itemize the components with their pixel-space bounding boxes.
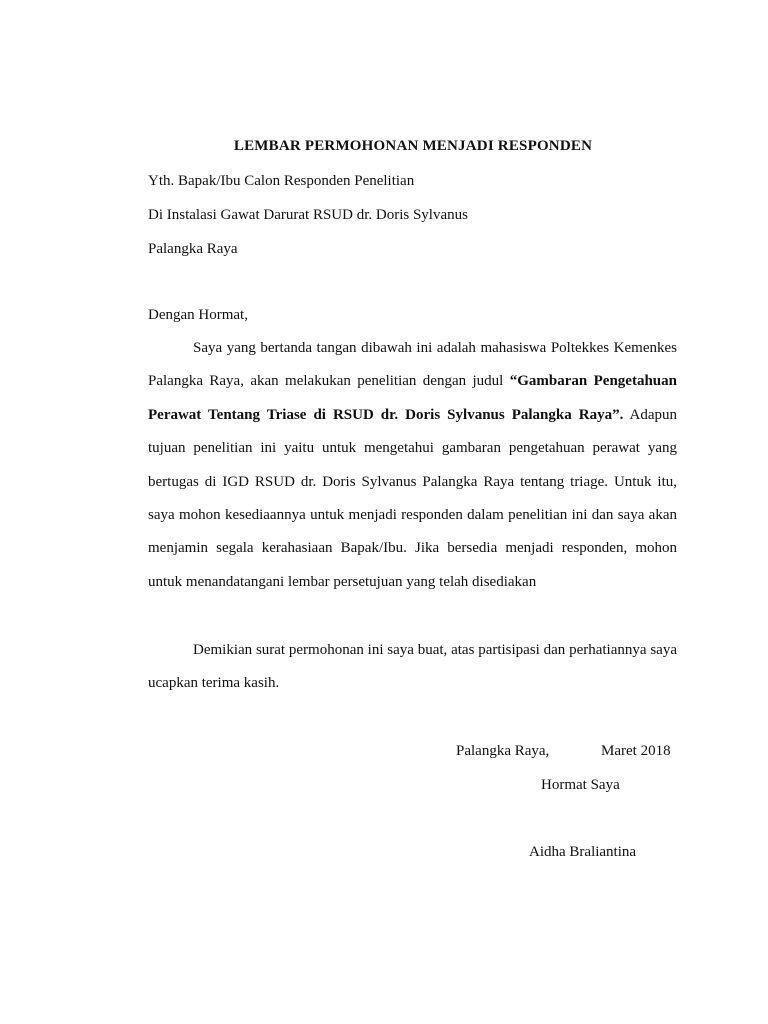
body-paragraph-closing: [148, 634, 677, 701]
signature-place: Palangka Raya,: [456, 743, 550, 759]
paragraph-rest-text: Adapun tujuan penelitian ini yaitu untuk mengetahui gambaran pengetahuan perawat yang bertugas di IGD RSUD dr. Doris Sylvanus Palangka Raya tentang triage. Untuk itu, saya mohon kesediaannya untuk menjadi responden dalam penelitian ini dan saya akan menjamin segala kerahasiaan Bapak/Ibu. Jika bersedia menjadi responden, mohon untuk menandatangani lembar persetujuan yang telah disediakan: [148, 406, 677, 590]
signature-closing: Hormat Saya: [541, 777, 620, 793]
recipient-location-line: Di Instalasi Gawat Darurat RSUD dr. Doris Sylvanus: [148, 207, 468, 223]
body-paragraph-request: [148, 332, 677, 599]
signature-date: Maret 2018: [601, 743, 671, 759]
closing-paragraph-text: Demikian surat permohonan ini saya buat, atas partisipasi dan perhatiannya saya ucapkan terima kasih.: [148, 642, 677, 692]
signer-name: Aidha Braliantina: [529, 844, 637, 860]
study-title: “Gambaran Pengetahuan Perawat Tentang Triase di RSUD dr. Doris Sylvanus Palangka Raya”.: [148, 373, 677, 423]
recipient-line: Yth. Bapak/Ibu Calon Responden Penelitian: [148, 173, 415, 189]
recipient-city-line: Palangka Raya: [148, 241, 238, 257]
greeting: Dengan Hormat,: [148, 307, 248, 323]
document-title: LEMBAR PERMOHONAN MENJADI RESPONDEN: [233, 138, 593, 154]
paragraph-intro-text: Saya yang bertanda tangan dibawah ini adalah mahasiswa Poltekkes Kemenkes Palangka Raya, akan melakukan penelitian dengan judul: [148, 340, 677, 390]
